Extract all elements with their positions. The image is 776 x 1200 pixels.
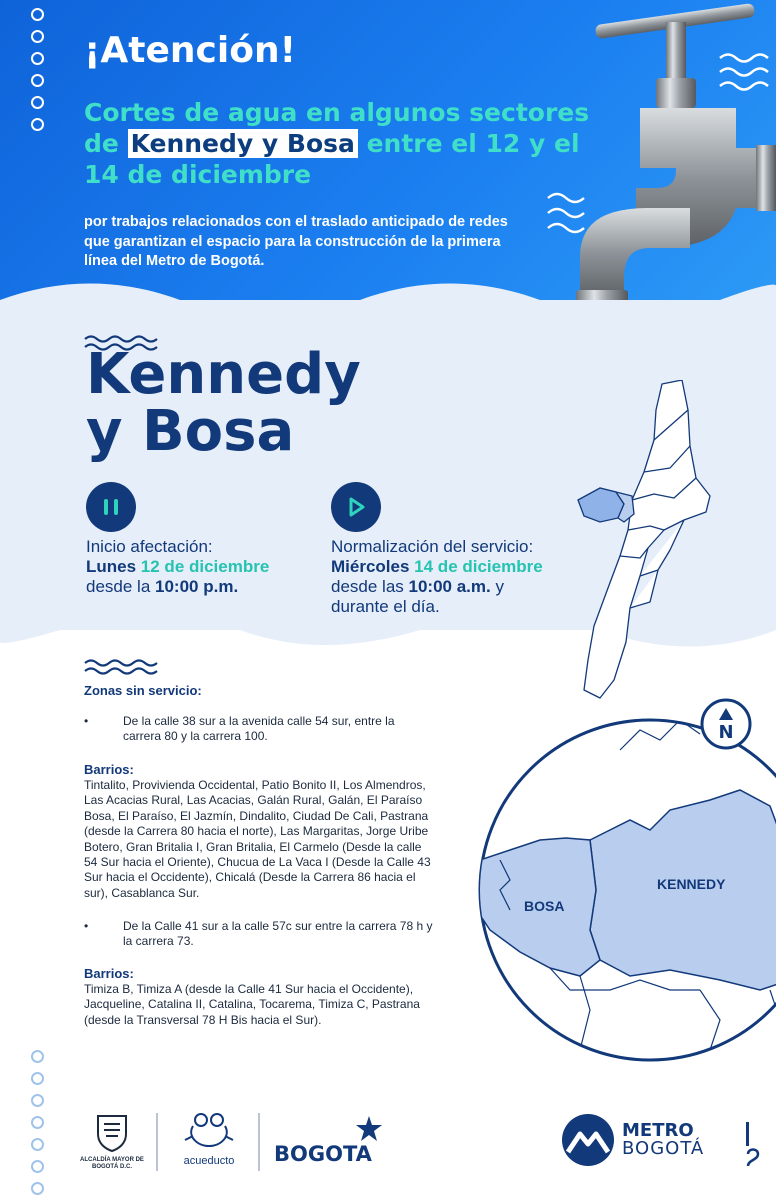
end-time-suffix: y durante el día. [331,577,504,616]
end-date: 14 de diciembre [414,557,543,576]
title-line-2: y Bosa [86,399,295,464]
subtitle-highlight: Kennedy y Bosa [128,129,358,158]
play-icon [331,482,381,532]
start-info [86,537,316,597]
alert-subtitle [84,97,604,190]
end-label: Normalización del servicio: [331,537,534,556]
bullet-2: • [84,919,89,933]
barrios-title-1: Barrios: [84,762,134,777]
kennedy-bosa-map [470,690,776,1080]
metro-bogota-logo [560,1112,704,1168]
metro-icon [560,1112,616,1168]
subtitle-text-1: Cortes de agua en algunos sectores de [84,98,590,158]
small-partner-logo [742,1118,764,1170]
north-label: N [718,722,734,743]
barrios-list-2: Timiza B, Timiza A (desde la Calle 41 Sur hacia el Occidente), Jacqueline, Catalina II, Catalina, Tocarema, Timiza C, Pastrana (desde la Transversal 78 H Bis hacia el Sur). [84,982,420,1027]
end-info [331,537,561,617]
start-day: Lunes [86,557,137,576]
start-time-prefix: desde la [86,577,151,596]
footer-divider [156,1113,158,1171]
attention-heading: ¡Atención! [84,30,296,71]
barrios-title-2: Barrios: [84,966,134,981]
bogota-logo [274,1114,372,1166]
acueducto-logo [172,1110,246,1167]
metro-line-1: METRO [622,1120,694,1141]
bogota-text: BOGOTA [274,1142,372,1166]
star-icon [354,1114,384,1144]
alcaldia-logo [80,1112,144,1171]
zona-item-1: De la calle 38 sur a la avenida calle 54 sur, entre la carrera 80 y la carrera 100. [123,714,395,744]
bullet-1: • [84,714,89,728]
map-label-kennedy: KENNEDY [657,876,726,892]
start-time: 10:00 p.m. [155,577,239,596]
zonas-title: Zonas sin servicio: [84,683,202,698]
map-label-bosa: BOSA [524,898,565,914]
wave-divider-top [0,278,776,322]
wave-icon [84,657,158,675]
zona-item-2: De la Calle 41 sur a la calle 57c sur entre la carrera 78 h y la carrera 73. [123,919,433,949]
alcaldia-text: ALCALDÍA MAYOR DE BOGOTÁ D.C. [80,1157,144,1170]
start-label: Inicio afectación: [86,537,213,556]
bogota-locator-map [570,380,740,700]
end-time-prefix: desde las [331,577,404,596]
lead-paragraph: por trabajos relacionados con el traslado anticipado de redes que garantizan el espacio para la construcción de la primera línea del Metro de Bogotá. [84,214,508,269]
decorative-dots-bottom [31,1050,44,1195]
acueducto-text: acueducto [183,1155,235,1167]
main-title [86,342,361,464]
decorative-dots-top [31,8,44,131]
end-time: 10:00 a.m. [408,577,491,596]
barrios-list-1: Tintalito, Provivienda Occidental, Patio Bonito II, Los Almendros, Las Acacias Rural, Las Acacias, Galán Rural, Galán, El Paraíso Bosa, El Paraíso, El Jazmín, Dindalito, Ciudad De Cali, Pastrana (desde la Carrera 80 hacia el norte), Las Margaritas, Jorge Uribe Botero, Gran Britalia I, Gran Britalia, El Carmelo (Desde la calle 54 Sur hacia el Oriente), Chucua de La Vaca I (Desde la Calle 43 Sur hacia el Occidente), Chicalá (Desde la Carrera 86 hacia el sur), Casablanca Sur. [84,778,431,900]
title-line-1: Kennedy [86,342,361,407]
footer-divider [258,1113,260,1171]
metro-text [622,1122,704,1158]
subtitle-text-2: entre el 12 y el 14 de diciembre [84,129,580,189]
pause-icon [86,482,136,532]
end-day: Miércoles [331,557,410,576]
frog-icon [179,1110,239,1150]
start-date: 12 de diciembre [140,557,270,576]
metro-line-2: BOGOTÁ [622,1138,705,1159]
coat-of-arms-icon [94,1112,130,1152]
